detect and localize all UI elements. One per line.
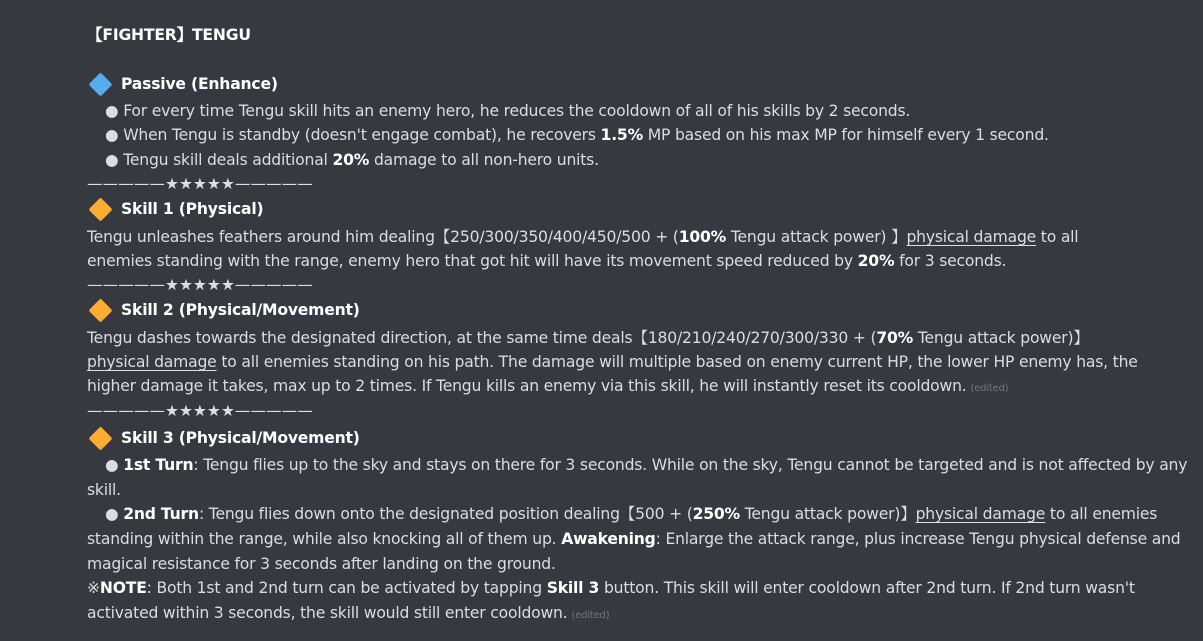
large-orange-diamond-icon (88, 197, 112, 221)
post-title (87, 23, 251, 48)
skill1-line-1: Tengu unleashes feathers around him dealing【250/300/350/400/450/500 + (100% Tengu attack power) 】physical damage to all (87, 228, 1079, 246)
skill2-line-3: higher damage it takes, max up to 2 times. If Tengu kills an enemy via this skill, he will instantly reset its cooldown. (edited) (87, 377, 1009, 395)
skill2-line-2: physical damage to all enemies standing on his path. The damage will multiple based on enemy current HP, the lower HP enemy has, the (87, 353, 1138, 371)
skill3-note-line-2: activated within 3 seconds, the skill would still enter cooldown. (edited) (87, 604, 610, 622)
skill3-turn2-line-1: ● 2nd Turn: Tengu flies down onto the designated position dealing【500 + (250% Tengu attack power)】physical damage to all enemies (105, 505, 1158, 523)
passive-heading: Passive (Enhance) (121, 75, 278, 93)
separator: —————★★★★★————— (87, 276, 313, 294)
bullet-dot: ● (105, 505, 119, 523)
large-blue-diamond-icon (88, 72, 112, 96)
skill3-note-line-1: ※NOTE: Both 1st and 2nd turn can be activated by tapping Skill 3 button. This skill will enter cooldown after 2nd turn. If 2nd turn wasn't (87, 579, 1135, 597)
passive-bullet-2: ● When Tengu is standby (doesn't engage combat), he recovers 1.5% MP based on his max MP for himself every 1 second. (105, 126, 1049, 144)
edited-label: (edited) (571, 610, 610, 621)
reference-mark: ※ (87, 579, 100, 597)
bullet-dot: ● (105, 102, 119, 120)
separator: —————★★★★★————— (87, 175, 313, 193)
edited-label: (edited) (970, 383, 1009, 394)
separator: —————★★★★★————— (87, 402, 313, 420)
passive-bullet-3: ● Tengu skill deals additional 20% damage to all non-hero units. (105, 151, 599, 169)
skill3-turn1-line-1: ● 1st Turn: Tengu flies up to the sky and stays on there for 3 seconds. While on the sky, Tengu cannot be targeted and is not affected by any (105, 456, 1188, 474)
physical-damage-underline: physical damage (906, 228, 1037, 246)
large-orange-diamond-icon (88, 298, 112, 322)
skill3-turn2-line-3: magical resistance for 3 seconds after landing on the ground. (87, 555, 556, 573)
skill1-heading: Skill 1 (Physical) (121, 200, 264, 218)
skill3-turn1-line-2: skill. (87, 481, 121, 499)
skill2-heading: Skill 2 (Physical/Movement) (121, 301, 360, 319)
bullet-dot: ● (105, 151, 119, 169)
passive-bullet-1: ● For every time Tengu skill hits an enemy hero, he reduces the cooldown of all of his skills by 2 seconds. (105, 102, 911, 120)
title-text: 【FIGHTER】TENGU (87, 26, 251, 44)
large-orange-diamond-icon (88, 426, 112, 450)
skill1-line-2: enemies standing with the range, enemy hero that got hit will have its movement speed reduced by 20% for 3 seconds. (87, 252, 1007, 270)
bullet-dot: ● (105, 456, 119, 474)
skill2-line-1: Tengu dashes towards the designated direction, at the same time deals【180/210/240/270/300/330 + (70% Tengu attack power)】 (87, 329, 1089, 347)
skill3-turn2-line-2: standing within the range, while also knocking all of them up. Awakening: Enlarge the attack range, plus increase Tengu physical defense and (87, 530, 1181, 548)
physical-damage-underline: physical damage (915, 505, 1046, 523)
physical-damage-underline: physical damage (87, 353, 217, 371)
skill3-heading: Skill 3 (Physical/Movement) (121, 429, 360, 447)
bullet-dot: ● (105, 126, 119, 144)
